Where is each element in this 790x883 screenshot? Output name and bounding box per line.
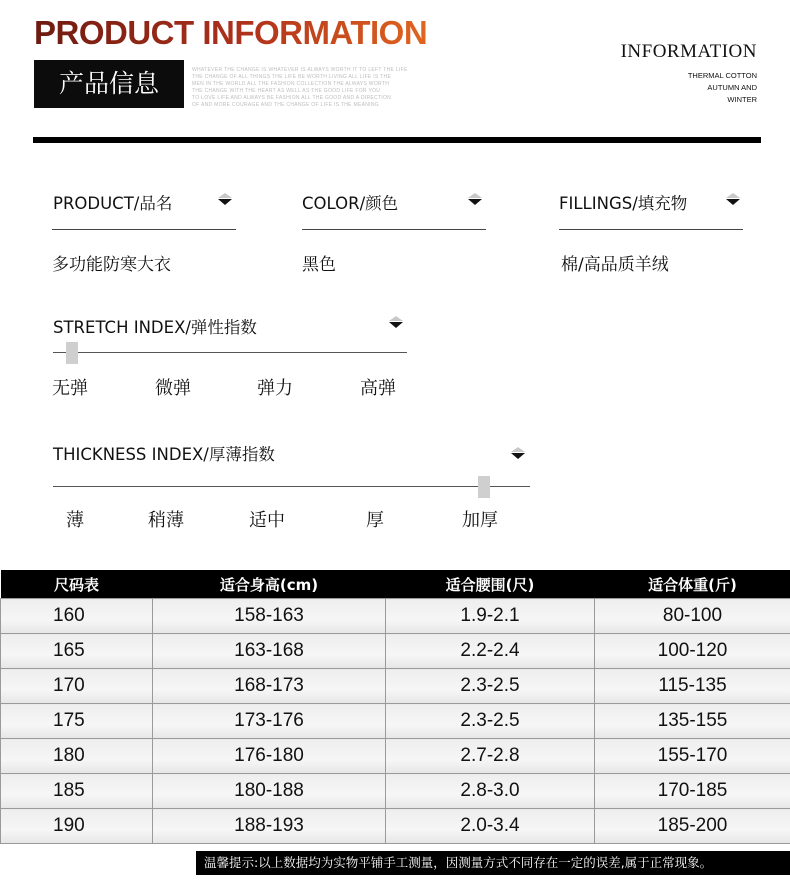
waist-column-header: 适合腰围(尺) [386,570,595,599]
fillings-underline [559,229,743,230]
measurement-note: 温馨提示:以上数据均为实物平铺手工测量，因测量方式不同存在一定的误差,属于正常现象。 [196,851,790,875]
waist-cell: 2.2-2.4 [386,634,595,669]
color-underline [302,229,486,230]
height-cell: 163-168 [153,634,386,669]
height-cell: 168-173 [153,669,386,704]
weight-cell: 100-120 [595,634,790,669]
fine-print-line: TO LOVE LIFE AND ALWAYS BE FASHION ALL THE GOOD AND A DIRECTION [192,95,392,101]
height-cell: 176-180 [153,739,386,774]
diamond-arrow-icon [725,192,741,206]
diamond-arrow-icon [467,192,483,206]
height-cell: 158-163 [153,599,386,634]
info-heading: INFORMATION [620,41,757,62]
page-title: PRODUCT INFORMATION [34,14,428,51]
stretch-option: 微弹 [155,378,191,399]
height-cell: 188-193 [153,809,386,844]
stretch-option: 高弹 [360,378,396,399]
weight-column-header: 适合体重(斤) [595,570,790,599]
product-value: 多功能防寒大衣 [52,255,171,275]
diamond-arrow-icon [388,315,404,329]
info-line: AUTUMN AND [707,83,757,92]
size-column-header: 尺码表 [1,570,153,599]
weight-cell: 155-170 [595,739,790,774]
fillings-value: 棉/高品质羊绒 [561,255,669,275]
waist-cell: 2.0-3.4 [386,809,595,844]
info-line: THERMAL COTTON [687,71,757,80]
stretch-indicator [66,342,78,364]
stretch-option: 弹力 [257,378,293,399]
info-line: WINTER [727,95,757,104]
thickness-track [53,486,530,487]
table-row [1,774,790,809]
height-column-header: 适合身高(cm) [153,570,386,599]
size-cell: 190 [1,809,153,844]
weight-cell: 115-135 [595,669,790,704]
thickness-option: 薄 [66,510,84,531]
size-cell: 185 [1,774,153,809]
diamond-arrow-icon [217,192,233,206]
product-label: PRODUCT/品名 [53,194,173,213]
product-underline [52,229,236,230]
table-row [1,809,790,844]
waist-cell: 1.9-2.1 [386,599,595,634]
height-cell: 180-188 [153,774,386,809]
thickness-option: 厚 [366,510,384,531]
thickness-option: 稍薄 [148,510,184,531]
fillings-label: FILLINGS/填充物 [559,194,688,213]
size-cell: 160 [1,599,153,634]
title-cn-badge: 产品信息 [34,60,184,108]
fine-print-line: OF AND MORE COURAGE AND THE CHANGE OF LIFE IS THE MEANING [192,102,379,108]
weight-cell: 135-155 [595,704,790,739]
thickness-option: 加厚 [462,510,498,531]
weight-cell: 80-100 [595,599,790,634]
table-row [1,634,790,669]
stretch-label: STRETCH INDEX/弹性指数 [53,318,257,337]
weight-cell: 170-185 [595,774,790,809]
size-cell: 180 [1,739,153,774]
fine-print-line: THE CHANGE OF ALL THINGS THE LIFE BE WORTH LIVING ALL LIFE IS THE [192,74,392,80]
fine-print-line: THE CHANGE WITH THE HEART AS WELL AS THE GOOD LIFE FOR YOU [192,88,381,94]
waist-cell: 2.8-3.0 [386,774,595,809]
weight-cell: 185-200 [595,809,790,844]
color-value: 黑色 [302,255,336,275]
thickness-label: THICKNESS INDEX/厚薄指数 [53,445,275,464]
table-row [1,599,790,634]
size-cell: 170 [1,669,153,704]
thickness-option: 适中 [249,510,285,531]
size-table-header [1,570,790,599]
stretch-option: 无弹 [52,378,88,399]
waist-cell: 2.3-2.5 [386,704,595,739]
table-row [1,669,790,704]
thickness-indicator [478,476,490,498]
waist-cell: 2.3-2.5 [386,669,595,704]
header-divider [33,137,761,143]
color-label: COLOR/颜色 [302,194,399,213]
fine-print-line: MEN IN THE WORLD ALL THE FASHION COLLECTION THE ALWAYS WORTH [192,81,390,87]
size-table [0,570,790,844]
table-row [1,739,790,774]
height-cell: 173-176 [153,704,386,739]
diamond-arrow-icon [510,446,526,460]
size-cell: 165 [1,634,153,669]
stretch-track [53,352,407,353]
table-row [1,704,790,739]
waist-cell: 2.7-2.8 [386,739,595,774]
size-cell: 175 [1,704,153,739]
fine-print-line: WHATEVER THE CHANGE IS WHATEVER IS ALWAYS WORTH IT TO LEFT THE LIFE [192,67,408,73]
